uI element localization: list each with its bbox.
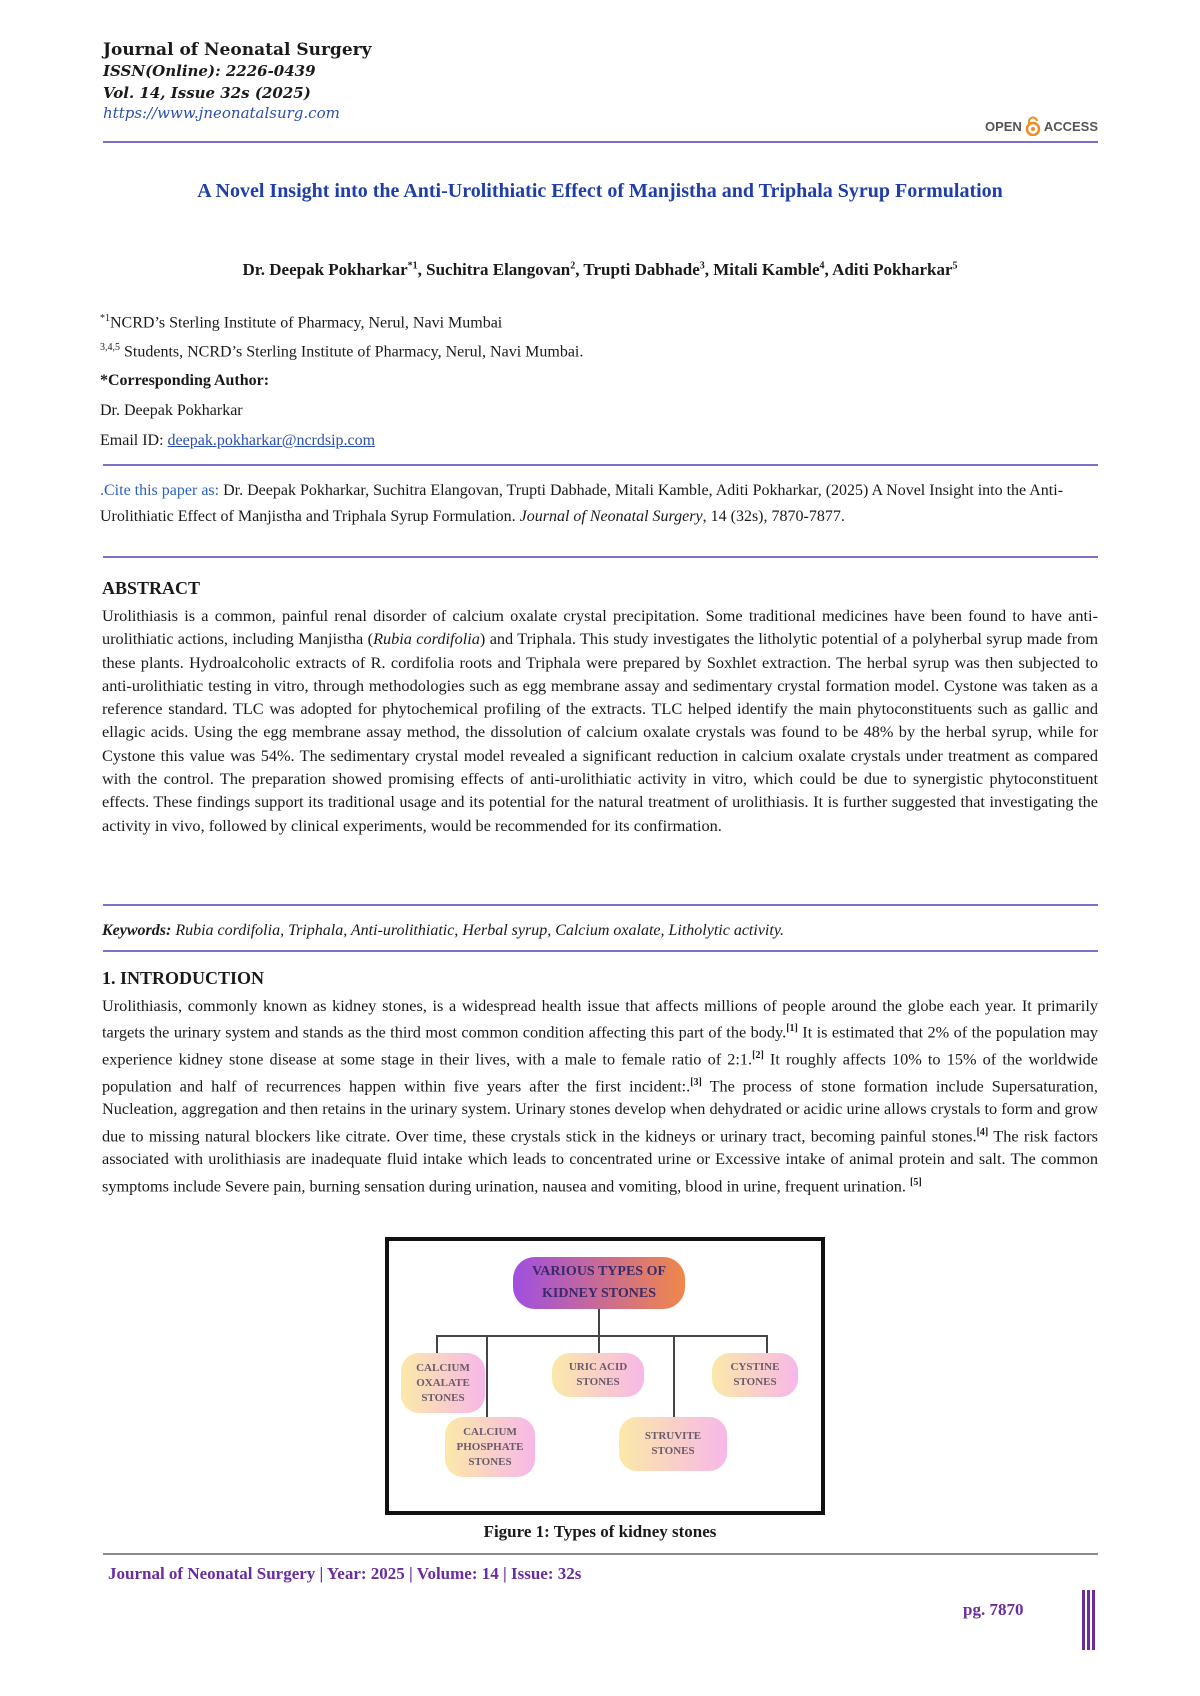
corresponding-author-name: Dr. Deepak Pokharkar	[100, 402, 243, 419]
open-lock-icon	[1024, 116, 1042, 136]
author: Mitali Kamble$^4$	[713, 260, 825, 279]
author: Aditi Pokharkar$^5$	[832, 260, 958, 279]
node-uric-acid: URIC ACID STONES	[552, 1353, 644, 1397]
email-line: Email ID: deepak.pokharkar@ncrdsip.com	[100, 432, 376, 449]
open-access-right: ACCESS	[1043, 118, 1098, 134]
journal-name: Journal of Neonatal Surgery	[103, 40, 372, 60]
introduction-heading: 1. INTRODUCTION	[102, 968, 265, 988]
diagram-root-node: VARIOUS TYPES OF KIDNEY STONES	[513, 1257, 685, 1309]
affiliation-2: $^{3,4,5}$ Students, NCRD’s Sterling Institute of Pharmacy, Nerul, Navi Mumbai.	[100, 342, 584, 361]
header-divider	[103, 141, 1098, 143]
figure-caption: Figure 1: Types of kidney stones	[483, 1522, 717, 1541]
connector-line	[766, 1335, 768, 1353]
cite-label: .Cite this paper as:	[100, 482, 220, 499]
journal-header	[103, 40, 371, 122]
node-calcium-oxalate: CALCIUM OXALATE STONES	[401, 1353, 485, 1413]
abstract-heading: ABSTRACT	[102, 578, 201, 598]
connector-line	[486, 1335, 488, 1419]
introduction-text: Urolithiasis, commonly known as kidney stones, is a widespread health issue that affects millions of people around the globe each year. It primarily targets the urinary system and stands as the third most common condition affecting this part of the body.[1] It is estimated that 2% of the population may experience kidney stone disease at some stage in their lives, with a male to female ratio of 2:1.[2] It roughly affects 10% to 15% of the worldwide population and half of recurrences happen within five years after the first incident:.[3] The process of stone formation include Supersaturation, Nucleation, aggregation and then retains in the urinary system. Urinary stones develop when dehydrated or acidic urine allows crystals to form and grow due to missing natural blockers like citrate. Over time, these crystals stick in the kidneys or urinary tract, becoming painful stones.[4] The risk factors associated with urolithiasis are inadequate fluid intake which leads to concentrated urine or Excessive intake of animal protein and salt. The common symptoms include Severe pain, burning sensation during urination, nausea and vomiting, blood in urine, frequent urination. [5]	[102, 996, 1099, 1196]
issn: ISSN(Online): 2226-0439	[103, 62, 316, 80]
keywords: Keywords: Rubia cordifolia, Triphala, Anti-urolithiatic, Herbal syrup, Calcium oxalate, Litholytic activity.	[102, 922, 785, 939]
connector-line	[673, 1335, 675, 1417]
node-cystine: CYSTINE STONES	[712, 1353, 798, 1397]
citation-divider	[103, 556, 1098, 558]
author-list: Dr. Deepak Pokharkar$^{*1}$, Suchitra Elangovan$^2$, Trupti Dabhade$^3$, Mitali Kamble$^4$, Aditi Pokharkar$^5$	[242, 260, 958, 279]
footer-divider	[103, 1553, 1098, 1555]
affiliation-1: $^{*1}$NCRD’s Sterling Institute of Pharmacy, Nerul, Navi Mumbai	[100, 313, 503, 332]
email-link[interactable]: deepak.pokharkar@ncrdsip.com	[167, 432, 376, 449]
keywords-divider	[103, 950, 1098, 952]
affiliation-divider	[103, 464, 1098, 466]
kidney-stone-diagram	[385, 1237, 825, 1515]
author: Trupti Dabhade$^3$	[583, 260, 705, 279]
page-number: pg. 7870	[963, 1600, 1024, 1619]
connector-line	[598, 1309, 600, 1335]
author: Dr. Deepak Pokharkar$^{*1}$	[242, 260, 418, 279]
paper-title: A Novel Insight into the Anti-Urolithiatic Effect of Manjistha and Triphala Syrup Formulation	[197, 180, 1003, 202]
open-access-left: OPEN	[984, 118, 1022, 134]
footer-bars-decoration	[1082, 1590, 1098, 1650]
abstract-divider	[103, 904, 1098, 906]
journal-url[interactable]: https://www.jneonatalsurg.com	[103, 104, 340, 122]
connector-line	[436, 1335, 438, 1353]
node-struvite: STRUVITE STONES	[619, 1417, 727, 1471]
open-access-badge	[985, 116, 1098, 136]
abstract-text: Urolithiasis is a common, painful renal disorder of calcium oxalate crystal precipitation. Some traditional medicines have been found to have anti-urolithiatic actions, including Manjistha (Rubia cordifolia) and Triphala. This study investigates the litholytic potential of a polyherbal syrup made from these plants. Hydroalcoholic extracts of R. cordifolia roots and Triphala were prepared by Soxhlet extraction. The herbal syrup was then subjected to anti-urolithiatic testing in vitro, through methodologies such as egg membrane assay and sedimentary crystal formation model. Cystone was taken as a reference standard. TLC was adopted for phytochemical profiling of the extracts. TLC helped identify the main phytoconstituents such as gallic and ellagic acids. Using the egg membrane assay method, the dissolution of calcium oxalate crystals was found to be 48% by the herbal syrup, while for Cystone this value was 54%. The sedimentary crystal model revealed a significant reduction in calcium oxalate crystals under treatment as compared with the control. The preparation showed promising effects of anti-urolithiatic activity in vitro, which could be due to synergistic phytoconstituent effects. These findings support its traditional usage and its potential for the natural treatment of urolithiasis. It is further suggested that investigating the activity in vivo, followed by clinical experiments, would be recommended for its confirmation.	[102, 606, 1099, 835]
corresponding-author-label: *Corresponding Author:	[100, 372, 270, 389]
node-calcium-phosphate: CALCIUM PHOSPHATE STONES	[445, 1417, 535, 1477]
footer-journal-info: Journal of Neonatal Surgery | Year: 2025 | Volume: 14 | Issue: 32s	[108, 1564, 582, 1583]
connector-line	[598, 1335, 600, 1353]
volume-issue: Vol. 14, Issue 32s (2025)	[103, 84, 311, 102]
author: Suchitra Elangovan$^2$	[426, 260, 576, 279]
citation: .Cite this paper as: Dr. Deepak Pokharkar, Suchitra Elangovan, Trupti Dabhade, Mitali Kamble, Aditi Pokharkar, (2025) A Novel Insight into the Anti-Urolithiatic Effect of Manjistha and Triphala Syrup Formulation. Journal of Neonatal Surgery, 14 (32s), 7870-7877.	[100, 482, 1064, 525]
